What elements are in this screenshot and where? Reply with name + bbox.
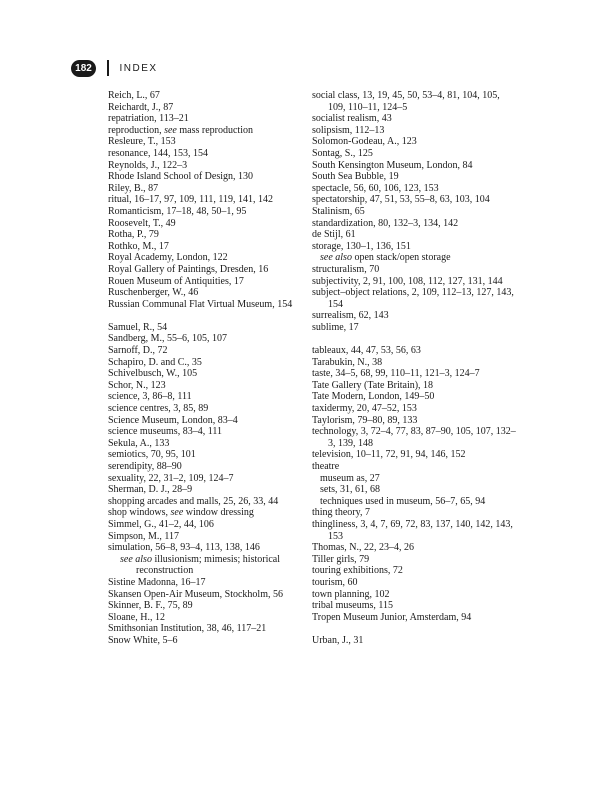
index-entry: Snow White, 5–6: [108, 634, 178, 646]
index-entry: Rothko, M., 17: [108, 240, 169, 252]
index-entry: Tiller girls, 79: [312, 553, 370, 565]
index-subentry: techniques used in museum, 56–7, 65, 94: [320, 495, 486, 507]
index-entry: Tate Modern, London, 149–50: [312, 391, 435, 403]
letter-gap: [312, 623, 516, 635]
index-entry: Urban, J., 31: [312, 634, 364, 646]
index-entry: Solomon-Godeau, A., 123: [312, 136, 417, 148]
cross-reference-see: see also: [120, 553, 152, 565]
index-entry: theatre: [312, 461, 340, 472]
index-entry: sublime, 17: [312, 321, 359, 333]
index-entry: Rhode Island School of Design, 130: [108, 171, 253, 183]
index-entry: taxidermy, 20, 47–52, 153: [312, 403, 417, 415]
index-entry: shop windows, see window dressing: [108, 507, 254, 519]
index-entry: Russian Communal Flat Virtual Museum, 154: [108, 298, 293, 310]
index-entry: Reichardt, J., 87: [108, 101, 174, 113]
index-entry: Tropen Museum Junior, Amsterdam, 94: [312, 611, 472, 623]
index-entry: Smithsonian Institution, 38, 46, 117–21: [108, 623, 267, 635]
index-entry: Skinner, B. F., 75, 89: [108, 600, 193, 612]
index-column-left: [108, 90, 308, 647]
index-entry: tableaux, 44, 47, 53, 56, 63: [312, 345, 421, 357]
index-entry: Riley, B., 87: [108, 182, 159, 194]
index-entry: Samuel, R., 54: [108, 321, 168, 333]
index-entry: Science Museum, London, 83–4: [108, 414, 238, 426]
index-entry: Tarabukin, N., 38: [312, 356, 383, 368]
index-entry: Resleure, T., 153: [108, 136, 176, 148]
index-entry: Royal Gallery of Paintings, Dresden, 16: [108, 263, 269, 275]
index-entry: Simmel, G., 41–2, 44, 106: [108, 518, 214, 530]
index-entry: structuralism, 70: [312, 263, 380, 275]
cross-reference-see: see: [164, 124, 177, 136]
index-entry: Sherman, D. J., 28–9: [108, 484, 193, 496]
index-entry: spectacle, 56, 60, 106, 123, 153: [312, 182, 439, 194]
letter-gap: [108, 310, 308, 322]
header-title: INDEX: [119, 62, 158, 74]
index-entry: reproduction, see mass reproduction: [108, 124, 253, 136]
index-entry: Sandberg, M., 55–6, 105, 107: [108, 333, 227, 345]
index-entry: Skansen Open-Air Museum, Stockholm, 56: [108, 588, 283, 600]
index-entry: ritual, 16–17, 97, 109, 111, 119, 141, 142: [108, 194, 273, 206]
index-entry: town planning, 102: [312, 588, 390, 600]
index-entry: subject–object relations, 2, 109, 112–13, 127, 143, 154: [312, 287, 514, 310]
index-subentry: see also open stack/open storage: [320, 252, 451, 264]
index-entry: shopping arcades and malls, 25, 26, 33, 44: [108, 495, 279, 507]
index-entry: surrealism, 62, 143: [312, 310, 389, 322]
index-entry: Royal Academy, London, 122: [108, 252, 228, 264]
index-entry: science centres, 3, 85, 89: [108, 403, 209, 415]
index-column-right: [312, 90, 516, 647]
index-subentry: see also illusionism; mimesis; historical reconstruction: [120, 553, 281, 577]
letter-gap: [312, 333, 516, 345]
index-entry: Simpson, M., 117: [108, 530, 180, 542]
index-entry: television, 10–11, 72, 91, 94, 146, 152: [312, 449, 466, 461]
index-entry: social class, 13, 19, 45, 50, 53–4, 81, 104, 105, 109, 110–11, 124–5: [312, 90, 500, 113]
index-entry: taste, 34–5, 68, 99, 110–11, 121–3, 124–7: [312, 368, 480, 380]
index-entry: Taylorism, 79–80, 89, 133: [312, 414, 418, 426]
index-entry: spectatorship, 47, 51, 53, 55–8, 63, 103, 104: [312, 194, 490, 206]
index-entry: serendipity, 88–90: [108, 461, 182, 472]
index-entry: Reynolds, J., 122–3: [108, 159, 188, 171]
index-entry: subjectivity, 2, 91, 100, 108, 112, 127, 131, 144: [312, 275, 503, 287]
index-entry: Roosevelt, T., 49: [108, 217, 176, 229]
index-entry: storage, 130–1, 136, 151: [312, 240, 411, 252]
index-entry: Sontag, S., 125: [312, 147, 373, 159]
index-entry: tourism, 60: [312, 576, 358, 588]
index-entry: Sekula, A., 133: [108, 437, 170, 449]
index-entry: de Stijl, 61: [312, 229, 356, 241]
index-entry: Sloane, H., 12: [108, 611, 165, 623]
index-entry: sexuality, 22, 31–2, 109, 124–7: [108, 472, 234, 484]
index-entry: Sarnoff, D., 72: [108, 345, 168, 357]
index-entry: Rouen Museum of Antiquities, 17: [108, 275, 244, 287]
index-subentry: museum as, 27: [320, 472, 380, 484]
header-divider: [107, 60, 109, 76]
index-entry: South Sea Bubble, 19: [312, 171, 399, 183]
index-entry: Romanticism, 17–18, 48, 50–1, 95: [108, 205, 247, 217]
index-entry: standardization, 80, 132–3, 134, 142: [312, 217, 459, 229]
index-entry: science, 3, 86–8, 111: [108, 391, 192, 403]
index-entry: simulation, 56–8, 93–4, 113, 138, 146: [108, 542, 260, 554]
index-entry: Rotha, P., 79: [108, 229, 159, 241]
index-entry: science museums, 83–4, 111: [108, 426, 222, 438]
index-entry: semiotics, 70, 95, 101: [108, 449, 196, 461]
index-entry: solipsism, 112–13: [312, 124, 385, 136]
index-entry: Tate Gallery (Tate Britain), 18: [312, 379, 434, 391]
index-entry: Sistine Madonna, 16–17: [108, 576, 206, 588]
index-entry: tribal museums, 115: [312, 600, 394, 612]
running-header: [71, 58, 158, 78]
index-entry: touring exhibitions, 72: [312, 565, 403, 577]
index-entry: South Kensington Museum, London, 84: [312, 159, 473, 171]
index-entry: socialist realism, 43: [312, 113, 392, 125]
index-entry: Ruschenberger, W., 46: [108, 287, 199, 299]
cross-reference-see: see also: [320, 252, 352, 264]
index-entry: Thomas, N., 22, 23–4, 26: [312, 542, 414, 554]
index-entry: Schor, N., 123: [108, 379, 166, 391]
index-entry: Reich, L., 67: [108, 90, 160, 101]
index-entry: thing theory, 7: [312, 507, 370, 519]
page-number: 182: [71, 60, 96, 77]
cross-reference-see: see: [170, 507, 184, 519]
index-subentry: sets, 31, 61, 68: [320, 484, 380, 496]
index-entry: Stalinism, 65: [312, 205, 365, 217]
index-entry: repatriation, 113–21: [108, 113, 189, 125]
index-entry: Schivelbusch, W., 105: [108, 368, 198, 380]
index-entry: Schapiro, D. and C., 35: [108, 356, 202, 368]
index-entry: technology, 3, 72–4, 77, 83, 87–90, 105, 107, 132–3, 139, 148: [312, 426, 516, 449]
index-entry: thingliness, 3, 4, 7, 69, 72, 83, 137, 140, 142, 143, 153: [312, 518, 513, 542]
index-entry: resonance, 144, 153, 154: [108, 147, 208, 159]
